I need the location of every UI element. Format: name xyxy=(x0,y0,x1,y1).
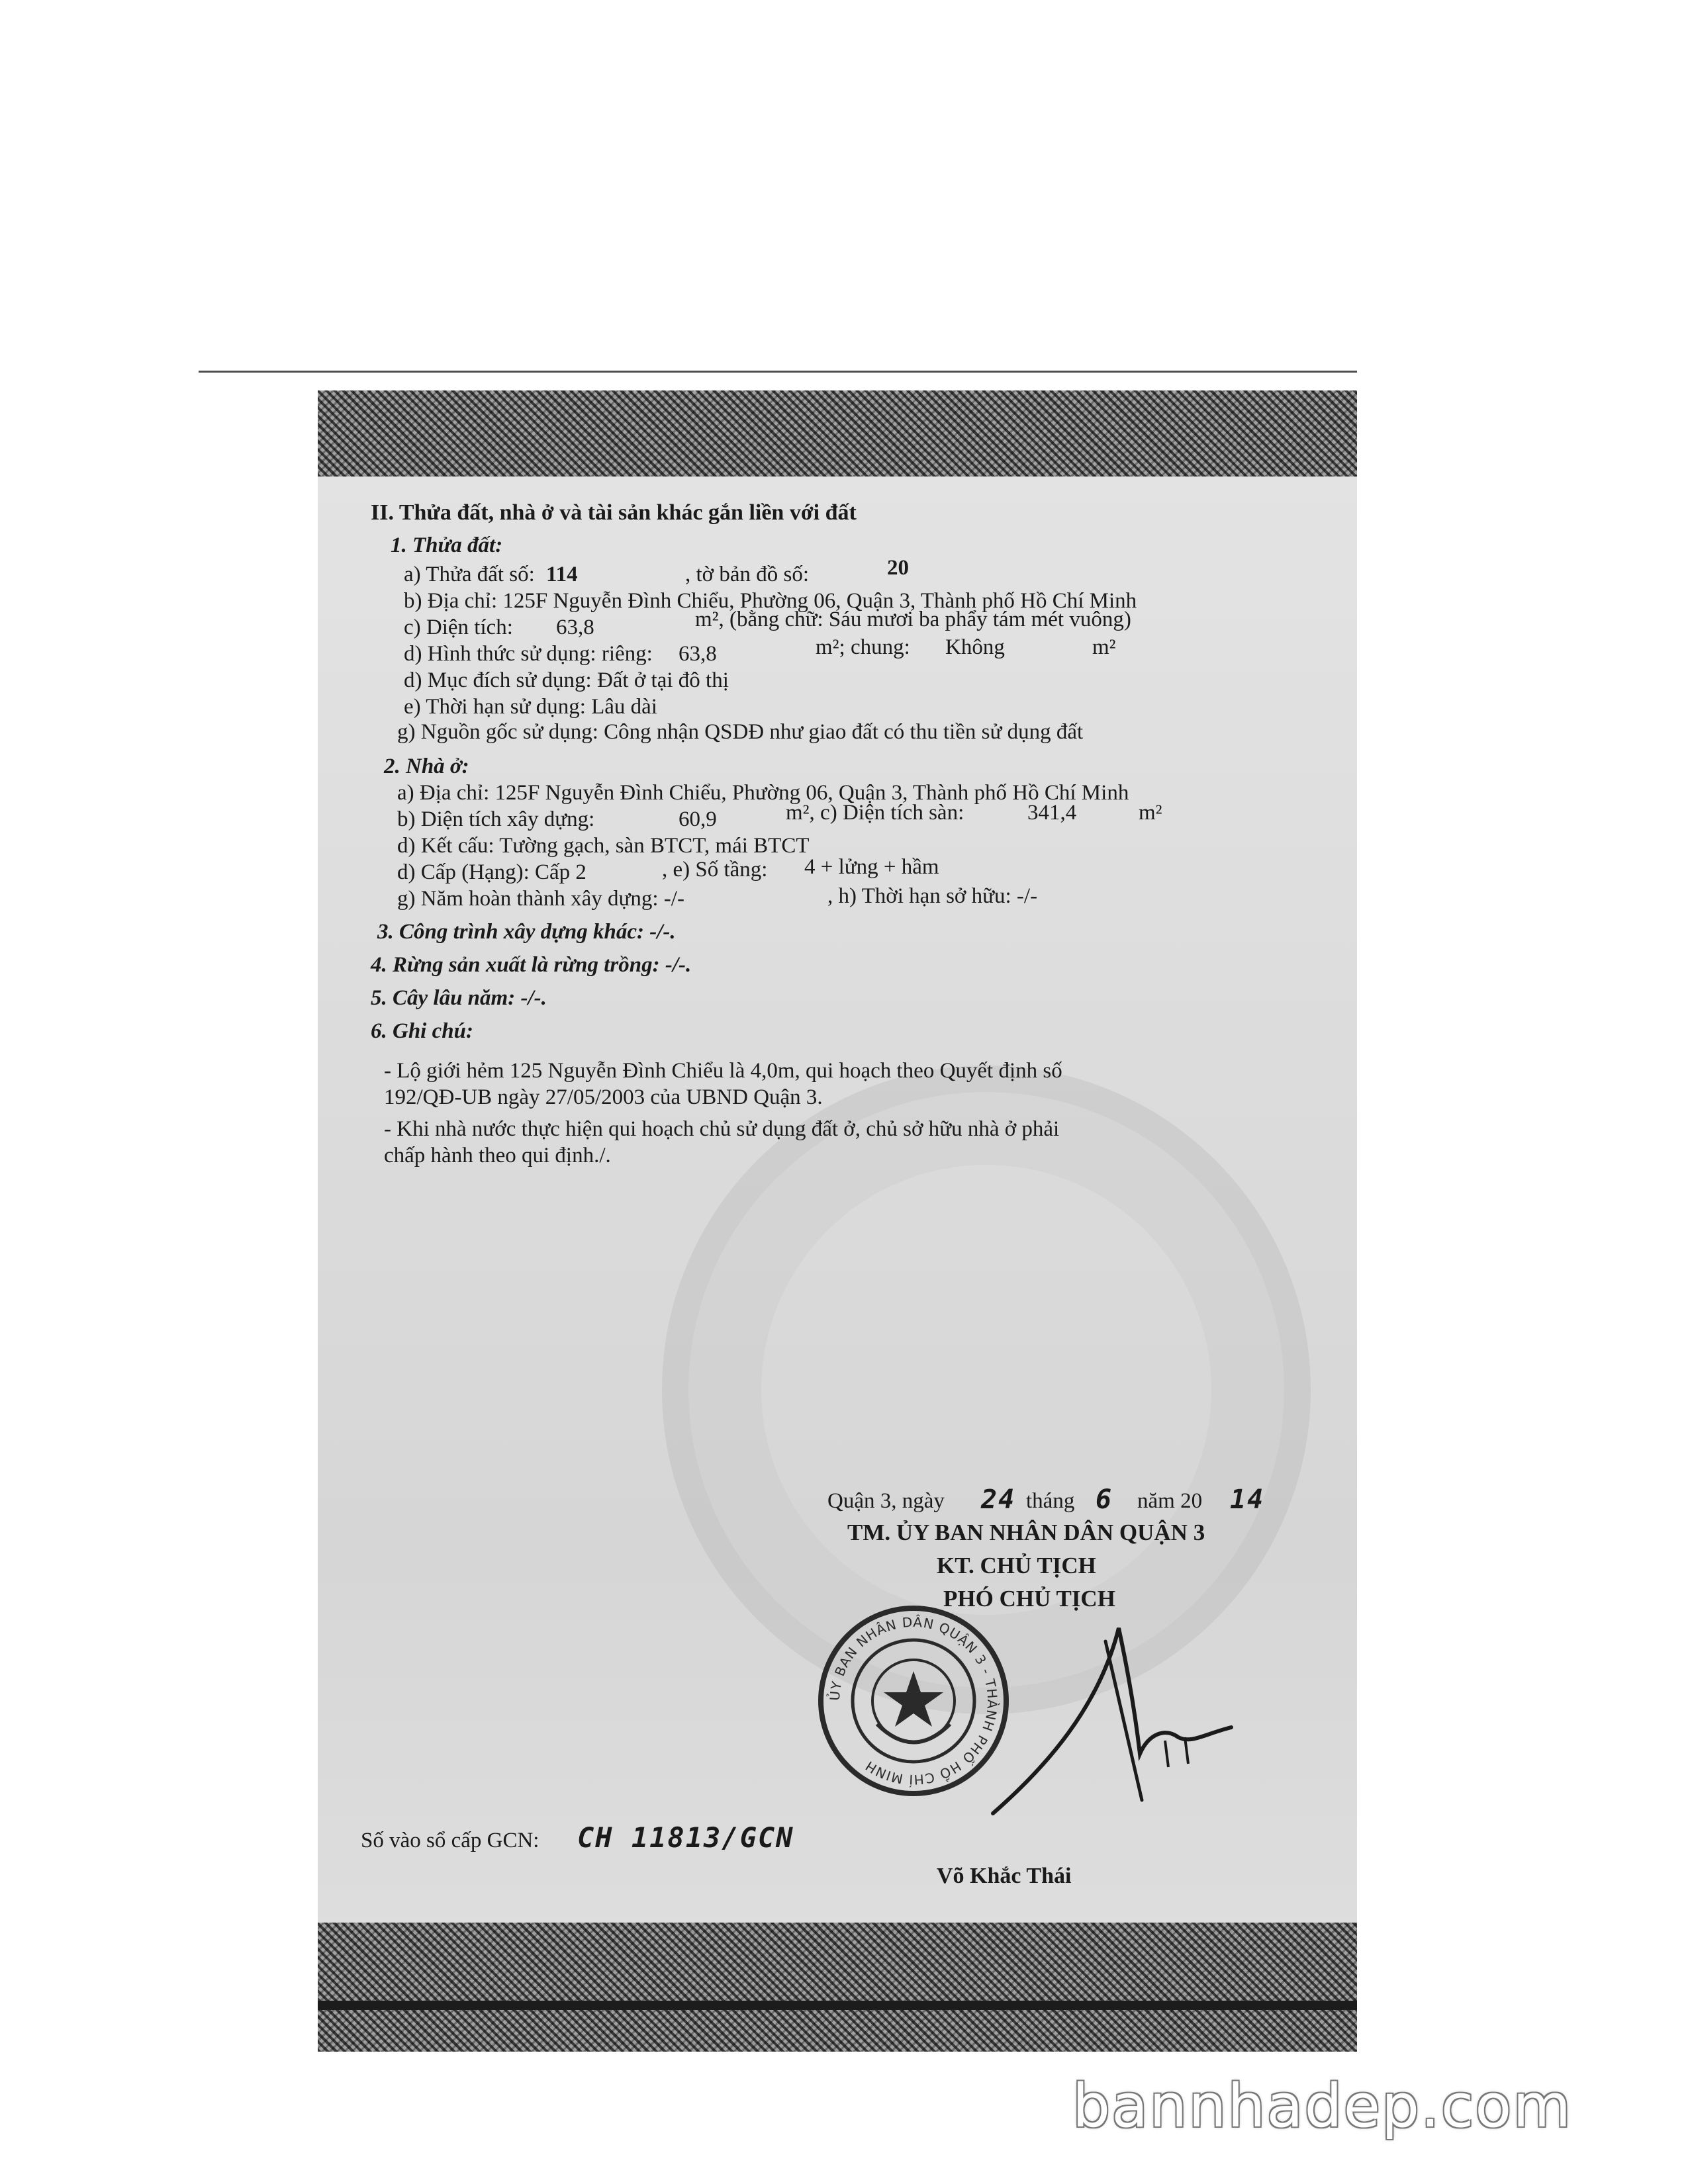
house-ownership-term: , h) Thời hạn sở hữu: -/- xyxy=(827,884,1038,908)
house-address: a) Địa chỉ: 125F Nguyễn Đình Chiểu, Phường 06, Quận 3, Thành phố Hồ Chí Minh xyxy=(397,781,1129,805)
note-line-3: - Khi nhà nước thực hiện qui hoạch chủ sử dụng đất ở, chủ sở hữu nhà ở phải xyxy=(384,1117,1060,1141)
registry-value: CH 11813/GCN xyxy=(577,1821,794,1854)
signoff-month-label: tháng xyxy=(1026,1489,1075,1513)
guilloche-border-bottom xyxy=(318,1923,1357,2052)
signature xyxy=(966,1602,1244,1840)
house-build-area-label: b) Diện tích xây dựng: xyxy=(397,807,595,831)
section-title: II. Thửa đất, nhà ở và tài sản khác gắn liền với đất xyxy=(371,500,857,525)
house-build-area: 60,9 xyxy=(679,807,717,831)
note-line-2: 192/QĐ-UB ngày 27/05/2003 của UBND Quận 3. xyxy=(384,1085,823,1109)
land-address: b) Địa chỉ: 125F Nguyễn Đình Chiểu, Phường 06, Quận 3, Thành phố Hồ Chí Minh xyxy=(404,589,1137,613)
land-parcel-no: 114 xyxy=(546,563,578,586)
signer-name: Võ Khắc Thái xyxy=(937,1864,1072,1888)
certificate-content xyxy=(318,390,1357,2052)
land-term: e) Thời hạn sử dụng: Lâu dài xyxy=(404,695,657,719)
land-usage-form-label: d) Hình thức sử dụng: riêng: xyxy=(404,642,653,666)
land-map-no: 20 xyxy=(887,556,909,580)
note-line-1: - Lộ giới hẻm 125 Nguyễn Đình Chiểu là 4,0m, qui hoạch theo Quyết định số xyxy=(384,1059,1062,1083)
production-forest: 4. Rừng sản xuất là rừng trồng: -/-. xyxy=(371,953,692,977)
land-usage-common-unit: m² xyxy=(1092,635,1116,659)
house-floors: 4 + lửng + hầm xyxy=(804,855,939,879)
land-heading: 1. Thửa đất: xyxy=(391,533,503,557)
land-area-label: c) Diện tích: xyxy=(404,615,513,639)
signoff-year-label: năm 20 xyxy=(1137,1489,1203,1513)
land-origin: g) Nguồn gốc sử dụng: Công nhận QSDĐ như giao đất có thu tiền sử dụng đất xyxy=(397,720,1084,744)
signoff-day: 24 xyxy=(981,1484,1016,1515)
house-floors-label: , e) Số tầng: xyxy=(662,858,768,882)
house-heading: 2. Nhà ở: xyxy=(384,754,469,778)
house-completion-year: g) Năm hoàn thành xây dựng: -/- xyxy=(397,887,684,911)
seal-text: ỦY BAN NHÂN DÂN QUẬN 3 - THÀNH PHỐ HỒ CHÍ MINH xyxy=(826,1614,1001,1788)
land-usage-private: 63,8 xyxy=(679,642,717,666)
perennial-trees: 5. Cây lâu năm: -/-. xyxy=(371,986,547,1010)
note-line-4: chấp hành theo qui định./. xyxy=(384,1144,611,1167)
notes-heading: 6. Ghi chú: xyxy=(371,1019,473,1043)
land-map-label: , tờ bản đồ số: xyxy=(685,563,810,586)
signoff-org: TM. ỦY BAN NHÂN DÂN QUẬN 3 xyxy=(847,1520,1205,1545)
land-usage-common: Không xyxy=(945,635,1005,659)
signoff-year-suffix: 14 xyxy=(1230,1484,1265,1515)
scan-edge-line xyxy=(199,371,1357,373)
house-floor-area-unit: m² xyxy=(1139,801,1162,825)
other-construction: 3. Công trình xây dựng khác: -/-. xyxy=(377,920,676,944)
signoff-month: 6 xyxy=(1096,1484,1113,1515)
land-parcel-label: a) Thửa đất số: xyxy=(404,563,535,586)
signoff-place: Quận 3, ngày xyxy=(827,1489,945,1513)
signoff-role-2: PHÓ CHỦ TỊCH xyxy=(943,1586,1115,1612)
house-grade: d) Cấp (Hạng): Cấp 2 xyxy=(397,860,586,884)
certificate-page xyxy=(318,390,1357,2052)
house-floor-area-label: m², c) Diện tích sàn: xyxy=(786,801,964,825)
house-floor-area: 341,4 xyxy=(1027,801,1077,825)
signoff-role-1: KT. CHỦ TỊCH xyxy=(937,1553,1096,1578)
land-usage-common-label: m²; chung: xyxy=(816,635,910,659)
land-purpose: d) Mục đích sử dụng: Đất ở tại đô thị xyxy=(404,668,729,692)
house-structure: d) Kết cấu: Tường gạch, sàn BTCT, mái BTCT xyxy=(397,834,810,858)
land-area-unit: m², (bằng chữ: Sáu mươi ba phẩy tám mét vuông) xyxy=(695,608,1131,631)
land-area-value: 63,8 xyxy=(556,615,594,639)
registry-label: Số vào sổ cấp GCN: xyxy=(361,1829,539,1852)
watermark: bannhadep.com xyxy=(1072,2071,1573,2141)
